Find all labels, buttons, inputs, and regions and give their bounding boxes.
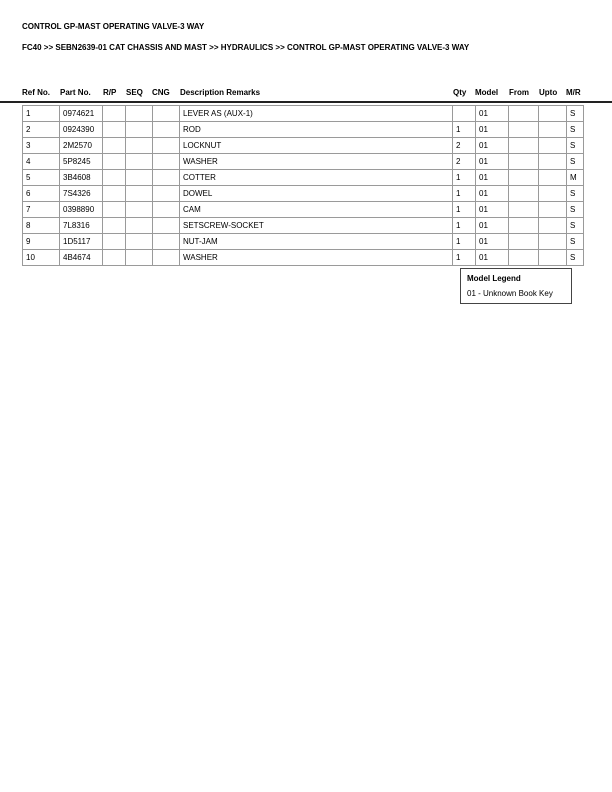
cell-ref-no: 9 — [23, 234, 60, 250]
cell-upto — [539, 186, 567, 202]
cell-mr: M — [567, 170, 584, 186]
cell-from — [509, 122, 539, 138]
table-row — [23, 122, 584, 138]
cell-from — [509, 154, 539, 170]
cell-model: 01 — [476, 218, 509, 234]
cell-mr: S — [567, 234, 584, 250]
cell-rp — [103, 186, 126, 202]
cell-qty — [453, 106, 476, 122]
cell-model: 01 — [476, 106, 509, 122]
cell-mr: S — [567, 202, 584, 218]
cell-ref-no: 8 — [23, 218, 60, 234]
cell-cng — [153, 218, 180, 234]
col-header-part-no: Part No. — [60, 88, 91, 97]
cell-ref-no: 3 — [23, 138, 60, 154]
cell-part-no: 2M2570 — [60, 138, 103, 154]
cell-cng — [153, 106, 180, 122]
cell-part-no: 0924390 — [60, 122, 103, 138]
cell-qty: 2 — [453, 154, 476, 170]
cell-rp — [103, 138, 126, 154]
cell-description: CAM — [180, 202, 453, 218]
cell-model: 01 — [476, 170, 509, 186]
cell-ref-no: 4 — [23, 154, 60, 170]
cell-description: DOWEL — [180, 186, 453, 202]
cell-mr: S — [567, 218, 584, 234]
col-header-qty: Qty — [453, 88, 467, 97]
cell-model: 01 — [476, 234, 509, 250]
cell-cng — [153, 202, 180, 218]
cell-rp — [103, 202, 126, 218]
cell-description: LEVER AS (AUX-1) — [180, 106, 453, 122]
cell-ref-no: 6 — [23, 186, 60, 202]
cell-description: SETSCREW-SOCKET — [180, 218, 453, 234]
cell-model: 01 — [476, 202, 509, 218]
table-row — [23, 154, 584, 170]
cell-ref-no: 10 — [23, 250, 60, 266]
cell-seq — [126, 218, 153, 234]
cell-cng — [153, 250, 180, 266]
table-row — [23, 234, 584, 250]
table-row — [23, 218, 584, 234]
cell-rp — [103, 122, 126, 138]
cell-from — [509, 138, 539, 154]
cell-qty: 1 — [453, 250, 476, 266]
cell-seq — [126, 250, 153, 266]
col-header-model: Model — [475, 88, 499, 97]
parts-table — [22, 105, 584, 266]
cell-model: 01 — [476, 186, 509, 202]
cell-seq — [126, 202, 153, 218]
cell-qty: 1 — [453, 122, 476, 138]
col-header-from: From — [509, 88, 529, 97]
col-header-ref-no: Ref No. — [22, 88, 50, 97]
cell-from — [509, 170, 539, 186]
cell-description: COTTER — [180, 170, 453, 186]
col-header-cng: CNG — [152, 88, 170, 97]
table-row — [23, 250, 584, 266]
table-row — [23, 106, 584, 122]
cell-rp — [103, 218, 126, 234]
cell-from — [509, 218, 539, 234]
cell-model: 01 — [476, 138, 509, 154]
cell-seq — [126, 106, 153, 122]
cell-seq — [126, 170, 153, 186]
table-row — [23, 170, 584, 186]
breadcrumb: FC40 >> SEBN2639-01 CAT CHASSIS AND MAST >> HYDRAULICS >> CONTROL GP-MAST OPERATING VALVE-3 WAY — [22, 43, 470, 52]
cell-seq — [126, 122, 153, 138]
cell-mr: S — [567, 106, 584, 122]
cell-rp — [103, 234, 126, 250]
col-header-rp: R/P — [103, 88, 117, 97]
cell-from — [509, 106, 539, 122]
cell-cng — [153, 154, 180, 170]
cell-qty: 1 — [453, 170, 476, 186]
cell-description: WASHER — [180, 250, 453, 266]
cell-description: LOCKNUT — [180, 138, 453, 154]
cell-mr: S — [567, 250, 584, 266]
model-legend — [460, 268, 572, 304]
cell-rp — [103, 154, 126, 170]
table-row — [23, 186, 584, 202]
cell-ref-no: 2 — [23, 122, 60, 138]
cell-from — [509, 186, 539, 202]
cell-upto — [539, 154, 567, 170]
cell-part-no: 3B4608 — [60, 170, 103, 186]
cell-upto — [539, 106, 567, 122]
cell-seq — [126, 186, 153, 202]
cell-mr: S — [567, 154, 584, 170]
cell-upto — [539, 122, 567, 138]
cell-upto — [539, 170, 567, 186]
cell-rp — [103, 106, 126, 122]
cell-ref-no: 1 — [23, 106, 60, 122]
col-header-mr: M/R — [566, 88, 581, 97]
cell-cng — [153, 234, 180, 250]
cell-part-no: 1D5117 — [60, 234, 103, 250]
cell-part-no: 0974621 — [60, 106, 103, 122]
cell-rp — [103, 250, 126, 266]
cell-upto — [539, 138, 567, 154]
model-legend-title: Model Legend — [467, 274, 521, 283]
cell-part-no: 4B4674 — [60, 250, 103, 266]
cell-upto — [539, 234, 567, 250]
cell-seq — [126, 138, 153, 154]
cell-qty: 1 — [453, 234, 476, 250]
cell-cng — [153, 138, 180, 154]
cell-part-no: 7L8316 — [60, 218, 103, 234]
table-row — [23, 138, 584, 154]
cell-mr: S — [567, 186, 584, 202]
table-row — [23, 202, 584, 218]
cell-model: 01 — [476, 122, 509, 138]
cell-ref-no: 7 — [23, 202, 60, 218]
cell-model: 01 — [476, 154, 509, 170]
cell-mr: S — [567, 122, 584, 138]
cell-part-no: 0398890 — [60, 202, 103, 218]
model-legend-entry: 01 - Unknown Book Key — [467, 289, 553, 298]
cell-upto — [539, 218, 567, 234]
cell-qty: 2 — [453, 138, 476, 154]
cell-from — [509, 250, 539, 266]
cell-rp — [103, 170, 126, 186]
cell-cng — [153, 186, 180, 202]
cell-part-no: 5P8245 — [60, 154, 103, 170]
cell-seq — [126, 234, 153, 250]
col-header-seq: SEQ — [126, 88, 143, 97]
cell-part-no: 7S4326 — [60, 186, 103, 202]
cell-from — [509, 202, 539, 218]
cell-ref-no: 5 — [23, 170, 60, 186]
cell-seq — [126, 154, 153, 170]
cell-description: ROD — [180, 122, 453, 138]
column-headers — [0, 88, 612, 100]
cell-model: 01 — [476, 250, 509, 266]
header-divider — [0, 101, 612, 103]
cell-mr: S — [567, 138, 584, 154]
cell-cng — [153, 122, 180, 138]
cell-qty: 1 — [453, 218, 476, 234]
page-title: CONTROL GP-MAST OPERATING VALVE-3 WAY — [22, 22, 205, 31]
cell-description: NUT-JAM — [180, 234, 453, 250]
cell-qty: 1 — [453, 202, 476, 218]
cell-upto — [539, 202, 567, 218]
cell-description: WASHER — [180, 154, 453, 170]
cell-from — [509, 234, 539, 250]
cell-cng — [153, 170, 180, 186]
col-header-description: Description Remarks — [180, 88, 261, 97]
col-header-upto: Upto — [539, 88, 558, 97]
cell-qty: 1 — [453, 186, 476, 202]
cell-upto — [539, 250, 567, 266]
